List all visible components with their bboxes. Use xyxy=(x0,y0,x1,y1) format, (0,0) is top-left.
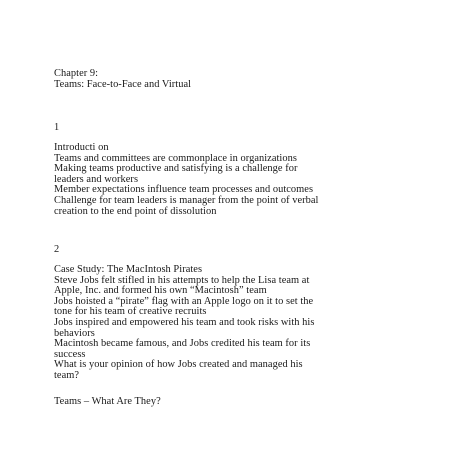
slide-1-line: Making teams productive and satisfying is a challenge for xyxy=(54,163,298,175)
slide-2-line: team? xyxy=(54,369,80,381)
slide-number-2: 2 xyxy=(54,244,60,255)
slide-1-heading: Introducti on xyxy=(54,142,109,153)
slide-1-content xyxy=(54,143,404,217)
chapter-title: Teams: Face-to-Face and Virtual xyxy=(54,78,192,90)
slide-1-line: creation to the end point of dissolution xyxy=(54,205,217,217)
slide-1-line: Challenge for team leaders is manager from the point of verbal xyxy=(54,194,319,206)
slide-2-line: Jobs inspired and empowered his team and took risks with his xyxy=(54,316,315,328)
slide-2-heading: Case Study: The MacIntosh Pirates xyxy=(54,264,203,275)
slide-2-line: Steve Jobs felt stifled in his attempts to help the Lisa team at xyxy=(54,274,310,286)
slide-number-1: 1 xyxy=(54,122,60,133)
slide-2-line: behaviors xyxy=(54,327,95,339)
slide-1-line: Member expectations influence team processes and outcomes xyxy=(54,184,314,196)
chapter-header xyxy=(54,69,404,90)
slide-2-content xyxy=(54,265,404,382)
slide-2-line: success xyxy=(54,348,86,360)
slide-1-line: Teams and committees are commonplace in organizations xyxy=(54,152,297,164)
slide-2-line: Macintosh became famous, and Jobs credited his team for its xyxy=(54,338,311,350)
slide-1-line: leaders and workers xyxy=(54,173,139,185)
slide-2-line: Jobs hoisted a “pirate” flag with an Apple logo on it to set the xyxy=(54,295,314,307)
chapter-label: Chapter 9: xyxy=(54,68,99,79)
next-section-heading: Teams – What Are They? xyxy=(54,396,161,407)
slide-2-line: Apple, Inc. and formed his own “Macintosh” team xyxy=(54,285,267,297)
slide-2-line: What is your opinion of how Jobs created and managed his xyxy=(54,359,303,371)
slide-2-line: tone for his team of creative recruits xyxy=(54,306,207,318)
